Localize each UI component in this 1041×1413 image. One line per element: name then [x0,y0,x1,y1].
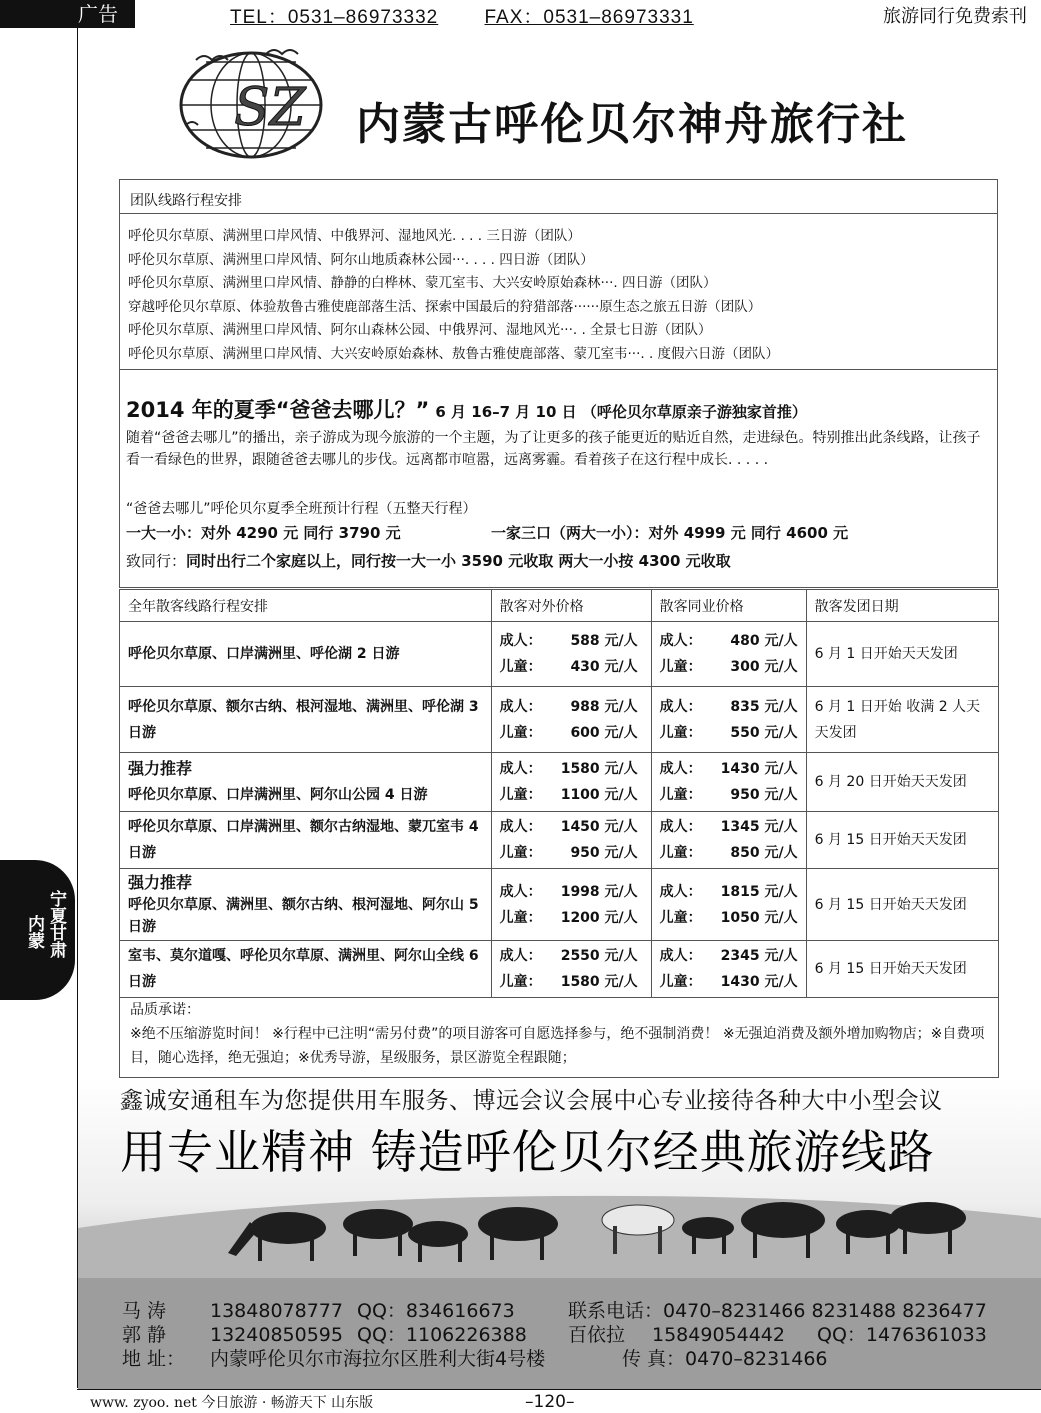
route-name: 室韦、莫尔道嘎、呼伦贝尔草原、满洲里、阿尔山全线 6 日游 [128,948,479,990]
adult-label: 成人： [659,819,702,835]
column-header: 散客发团日期 [806,590,998,622]
external-price-cell [491,687,651,753]
globe-logo-icon [166,40,336,170]
table-row [120,941,999,998]
column-header: 全年散客线路行程安排 [120,590,492,622]
departure-date-cell: 6 月 1 日开始 收满 2 人天天发团 [806,687,998,753]
price-parent-child: 一大一小：对外 4290 元 同行 3790 元 [126,524,401,542]
child-price: 950 元/人 [570,845,638,861]
route-cell [120,622,492,687]
table-row [120,869,999,941]
summer-prices [126,522,849,543]
group-route: 呼伦贝尔草原、满洲里口岸风情、大兴安岭原始森林、敖鲁古雅使鹿部落、蒙兀室韦···. . 度假六日游（团队） [128,345,780,362]
footer-text: www. zyoo. net 今日旅游 · 畅游天下 山东版 [90,1395,374,1411]
adult-label: 成人： [499,883,542,900]
company-name: 内蒙古呼伦贝尔神舟旅行社 [356,99,908,150]
adult-label: 成人： [499,761,542,777]
group-route-list [128,225,779,366]
contact-tel: 联系电话：0470–8231466 8231488 8236477 [568,1300,987,1322]
child-label: 儿童： [659,724,702,741]
trade-note-text: 同时出行二个家庭以上，同行按一大一小 3590 元收取 两大一小按 4300 元收取 [186,552,731,570]
contact-name: 马 涛 [122,1300,167,1322]
route-cell [120,753,492,812]
child-label: 儿童： [499,909,542,926]
child-label: 儿童： [499,845,542,861]
group-tour-heading: 团队线路行程安排 [130,193,242,209]
departure-date-cell: 6 月 1 日开始天天发团 [806,622,998,687]
adult-price: 1430 元/人 [720,761,798,777]
route-cell [120,812,492,869]
contact-qq: QQ：1106226388 [357,1324,527,1346]
child-label: 儿童： [499,724,542,741]
main-slogan: 用专业精神 铸造呼伦贝尔经典旅游线路 [120,1125,935,1179]
group-route: 呼伦贝尔草原、满洲里口岸风情、阿尔山森林公园、中俄界河、湿地风光···. . 全景七日游（团队） [128,322,712,338]
contact-qq: QQ：1476361033 [817,1324,987,1346]
quality-promise [119,995,999,1078]
adult-price: 1815 元/人 [720,883,798,900]
recommend-tag: 强力推荐 [128,872,193,892]
contact-phone: 13240850595 [210,1324,343,1346]
adult-price: 588 元/人 [570,633,638,649]
column-header: 散客同业价格 [651,590,806,622]
table-row [120,687,999,753]
group-route: 呼伦贝尔草原、满洲里口岸风情、阿尔山地质森林公园···. . . . 四日游（团队） [128,251,594,268]
child-label: 儿童： [659,845,702,861]
child-price: 950 元/人 [730,787,798,803]
adult-price: 2345 元/人 [720,948,798,964]
child-price: 430 元/人 [570,659,638,675]
ad-tag: 广告 [0,0,135,28]
adult-label: 成人： [659,883,702,900]
group-route: 穿越呼伦贝尔草原、体验敖鲁古雅使鹿部落生活、探索中国最后的狩猎部落······原生态之旅五日游（团队） [128,298,762,315]
summer-itinerary-title: “爸爸去哪儿”呼伦贝尔夏季全班预计行程（五整天行程） [126,501,477,517]
table-row [120,622,999,687]
summer-description: 随着“爸爸去哪儿”的播出，亲子游成为现今旅游的一个主题，为了让更多的孩子能更近的贴近自然，走进绿色。特别推出此条线路，让孩子看一看绿色的世界，跟随爸爸去哪儿的步伐。远离都市喧嚣，远离雾霾。看着孩子在这行程中成长. . . . . [126,430,981,468]
logo-text: SZ [234,78,306,138]
trade-price-cell [651,622,806,687]
child-price: 1430 元/人 [720,974,798,990]
route-cell [120,941,492,998]
summer-promo-title [126,394,807,424]
quality-title: 品质承诺： [130,1002,200,1018]
route-name: 呼伦贝尔草原、口岸满洲里、呼伦湖 2 日游 [128,646,400,662]
region-tab [0,860,75,1000]
fax: 传 真：0470–8231466 [622,1348,828,1370]
recommend-tag: 强力推荐 [128,759,193,778]
child-label: 儿童： [659,974,702,990]
table-header-row [120,590,999,622]
departure-date-cell: 6 月 15 日开始天天发团 [806,941,998,998]
trade-price-cell [651,753,806,812]
address: 内蒙呼伦贝尔市海拉尔区胜利大街4号楼 [210,1348,546,1370]
route-name: 呼伦贝尔草原、口岸满洲里、额尔古纳湿地、蒙兀室韦 4 日游 [128,819,479,861]
contact-phone: 15849054442 [652,1324,785,1346]
external-price-cell [491,753,651,812]
adult-label: 成人： [659,698,702,715]
child-price: 300 元/人 [730,659,798,675]
region-tab-line1: 宁夏甘肃 [46,890,66,958]
address-label: 地 址： [122,1348,186,1370]
top-bar [0,0,1041,28]
region-tab-line2: 内蒙 [24,915,44,949]
adult-price: 2550 元/人 [560,948,638,964]
route-cell [120,869,492,941]
adult-label: 成人： [499,948,542,964]
departure-date-cell: 6 月 20 日开始天天发团 [806,753,998,812]
child-label: 儿童： [499,974,542,990]
adult-label: 成人： [659,948,702,964]
contact-name: 郭 静 [122,1324,167,1346]
page-number: –120– [525,1392,575,1412]
group-route: 呼伦贝尔草原、满洲里口岸风情、静静的白桦林、蒙兀室韦、大兴安岭原始森林···. 四日游（团队） [128,275,717,291]
route-name: 呼伦贝尔草原、满洲里、额尔古纳、根河湿地、阿尔山 5 日游 [128,896,479,935]
child-price: 850 元/人 [730,845,798,861]
header-tel: TEL：0531–86973332 [230,7,439,28]
quality-text: ※绝不压缩游览时间！ ※行程中已注明“需另付费”的项目游客可自愿选择参与，绝不强制消费！ ※无强迫消费及额外增加购物店；※自费项目，随心选择，绝无强迫；※优秀导游，星级服务，景区游览全程跟随； [130,1026,985,1066]
child-label: 儿童： [659,659,702,675]
child-price: 1100 元/人 [560,787,638,803]
external-price-cell [491,622,651,687]
adult-label: 成人： [659,761,702,777]
trade-price-cell [651,941,806,998]
summer-title-text: 2014 年的夏季“爸爸去哪儿？” [126,398,430,422]
departure-date-cell: 6 月 15 日开始天天发团 [806,869,998,941]
adult-price: 1998 元/人 [560,883,638,900]
divider [120,213,997,214]
adult-price: 835 元/人 [730,698,798,715]
table-row [120,812,999,869]
trade-note-label: 致同行： [126,552,187,570]
child-price: 1050 元/人 [720,909,798,926]
adult-label: 成人： [499,819,542,835]
adult-price: 988 元/人 [570,698,638,715]
child-label: 儿童： [659,787,702,803]
table-row [120,753,999,812]
child-label: 儿童： [499,659,542,675]
trade-price-cell [651,687,806,753]
summer-dates: 6 月 16–7 月 10 日 （呼伦贝尔草原亲子游独家首推） [435,403,807,421]
contact-phone: 13848078777 [210,1300,343,1322]
child-label: 儿童： [659,909,702,926]
group-tour-box [119,179,998,588]
column-header: 散客对外价格 [491,590,651,622]
adult-price: 1580 元/人 [560,761,638,777]
header-fax: FAX：0531–86973331 [484,7,694,28]
contact-name: 百依拉 [568,1324,626,1346]
footer-rule [77,1389,1041,1390]
price-family: 一家三口（两大一小）：对外 4999 元 同行 4600 元 [491,524,849,542]
route-cell [120,687,492,753]
group-route: 呼伦贝尔草原、满洲里口岸风情、中俄界河、湿地风光. . . . 三日游（团队） [128,228,581,244]
divider [120,369,997,370]
contact-qq: QQ：834616673 [357,1300,515,1322]
adult-price: 1450 元/人 [560,819,638,835]
adult-price: 480 元/人 [730,633,798,649]
child-price: 1580 元/人 [560,974,638,990]
adult-label: 成人： [499,633,542,649]
adult-label: 成人： [659,633,702,649]
header-right-title: 旅游同行免费索刊 [883,6,1027,27]
tour-price-table [119,589,999,998]
child-price: 550 元/人 [730,724,798,741]
adult-price: 1345 元/人 [720,819,798,835]
external-price-cell [491,812,651,869]
header-contact [230,2,694,29]
child-price: 600 元/人 [570,724,638,741]
child-price: 1200 元/人 [560,909,638,926]
route-name: 呼伦贝尔草原、额尔古纳、根河湿地、满洲里、呼伦湖 3 日游 [128,698,479,741]
external-price-cell [491,941,651,998]
trade-price-cell [651,869,806,941]
adult-label: 成人： [499,698,542,715]
trade-note [126,550,731,571]
departure-date-cell: 6 月 15 日开始天天发团 [806,812,998,869]
trade-price-cell [651,812,806,869]
service-slogan: 鑫诚安通租车为您提供用车服务、博远会议会展中心专业接待各种大中小型会议 [120,1088,943,1114]
child-label: 儿童： [499,787,542,803]
external-price-cell [491,869,651,941]
route-name: 呼伦贝尔草原、口岸满洲里、阿尔山公园 4 日游 [128,787,428,803]
